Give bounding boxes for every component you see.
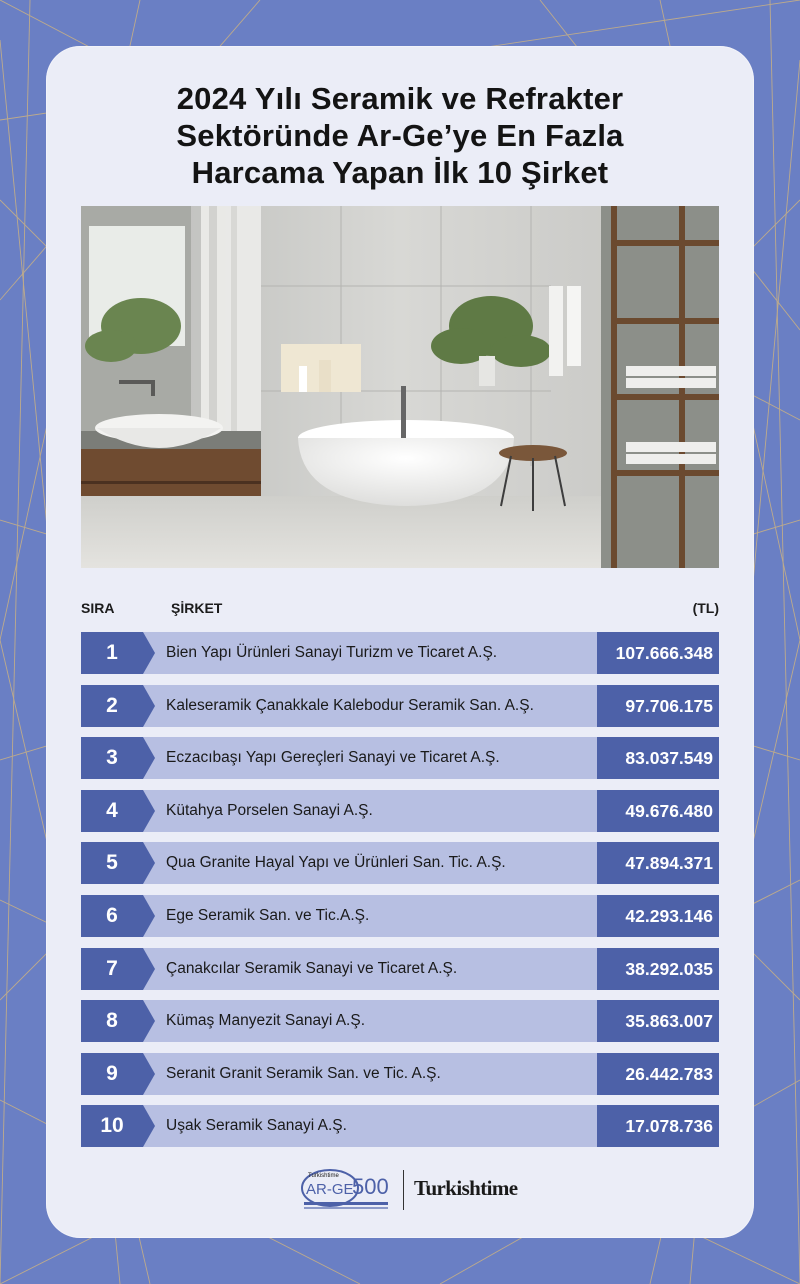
rank-number: 8 (81, 1000, 143, 1042)
amount-value: 107.666.348 (597, 632, 719, 674)
title-line-2: Sektöründe Ar-Ge’ye En Fazla (176, 118, 624, 153)
company-name: Eczacıbaşı Yapı Gereçleri Sanayi ve Ticaret A.Ş. (166, 749, 500, 767)
company-name: Uşak Seramik Sanayi A.Ş. (166, 1117, 347, 1135)
amount-value: 47.894.371 (597, 842, 719, 884)
arge-500-logo (300, 1166, 392, 1212)
amount-value: 35.863.007 (597, 1000, 719, 1042)
rank-number: 6 (81, 895, 143, 937)
title-line-1: 2024 Yılı Seramik ve Refrakter (176, 81, 624, 116)
header-rank: SIRA (81, 600, 115, 616)
arrow-icon (143, 1053, 155, 1095)
table-row (81, 737, 719, 779)
table-row (81, 632, 719, 674)
rank-number: 10 (81, 1105, 143, 1147)
rank-number: 5 (81, 842, 143, 884)
footer-logos (46, 1164, 754, 1220)
logo-number-text: 500 (352, 1174, 389, 1199)
table-row (81, 895, 719, 937)
rank-number: 2 (81, 685, 143, 727)
header-amount: (TL) (692, 600, 719, 616)
amount-value: 83.037.549 (597, 737, 719, 779)
arrow-icon (143, 737, 155, 779)
table-row (81, 842, 719, 884)
table-row (81, 948, 719, 990)
rank-number: 9 (81, 1053, 143, 1095)
turkishtime-logo: Turkishtime (414, 1176, 518, 1200)
arrow-icon (143, 685, 155, 727)
rank-number: 4 (81, 790, 143, 832)
table-row (81, 1053, 719, 1095)
arrow-icon (143, 1000, 155, 1042)
header-company: ŞİRKET (171, 600, 223, 616)
arrow-icon (143, 632, 155, 674)
amount-value: 42.293.146 (597, 895, 719, 937)
amount-value: 17.078.736 (597, 1105, 719, 1147)
arrow-icon (143, 790, 155, 832)
amount-value: 97.706.175 (597, 685, 719, 727)
table-row (81, 1105, 719, 1147)
arrow-icon (143, 842, 155, 884)
arrow-icon (143, 948, 155, 990)
company-name: Çanakcılar Seramik Sanayi ve Ticaret A.Ş. (166, 959, 458, 977)
logo-small-text: Turkishtime (308, 1173, 339, 1179)
amount-value: 26.442.783 (597, 1053, 719, 1095)
amount-value: 49.676.480 (597, 790, 719, 832)
rank-number: 3 (81, 737, 143, 779)
company-name: Kaleseramik Çanakkale Kalebodur Seramik San. A.Ş. (166, 696, 534, 714)
company-name: Seranit Granit Seramik San. ve Tic. A.Ş. (166, 1064, 441, 1082)
arrow-icon (143, 895, 155, 937)
company-name: Kümaş Manyezit Sanayi A.Ş. (166, 1012, 366, 1030)
amount-value: 38.292.035 (597, 948, 719, 990)
logo-arge-text: AR-GE (306, 1181, 354, 1198)
company-name: Ege Seramik San. ve Tic.A.Ş. (166, 906, 370, 924)
footer-divider (403, 1170, 404, 1210)
page-title (46, 80, 754, 191)
company-name: Qua Granite Hayal Yapı ve Ürünleri San. Tic. A.Ş. (166, 854, 506, 872)
company-name: Bien Yapı Ürünleri Sanayi Turizm ve Ticaret A.Ş. (166, 644, 498, 661)
infographic-card (46, 46, 754, 1238)
table-row (81, 1000, 719, 1042)
title-line-3: Harcama Yapan İlk 10 Şirket (191, 155, 609, 190)
table-row (81, 790, 719, 832)
company-name: Kütahya Porselen Sanayi A.Ş. (166, 801, 373, 819)
arrow-icon (143, 1105, 155, 1147)
ranking-table (81, 632, 719, 1158)
rank-number: 7 (81, 948, 143, 990)
bathroom-photo (81, 206, 719, 568)
rank-number: 1 (81, 632, 143, 674)
table-row (81, 685, 719, 727)
